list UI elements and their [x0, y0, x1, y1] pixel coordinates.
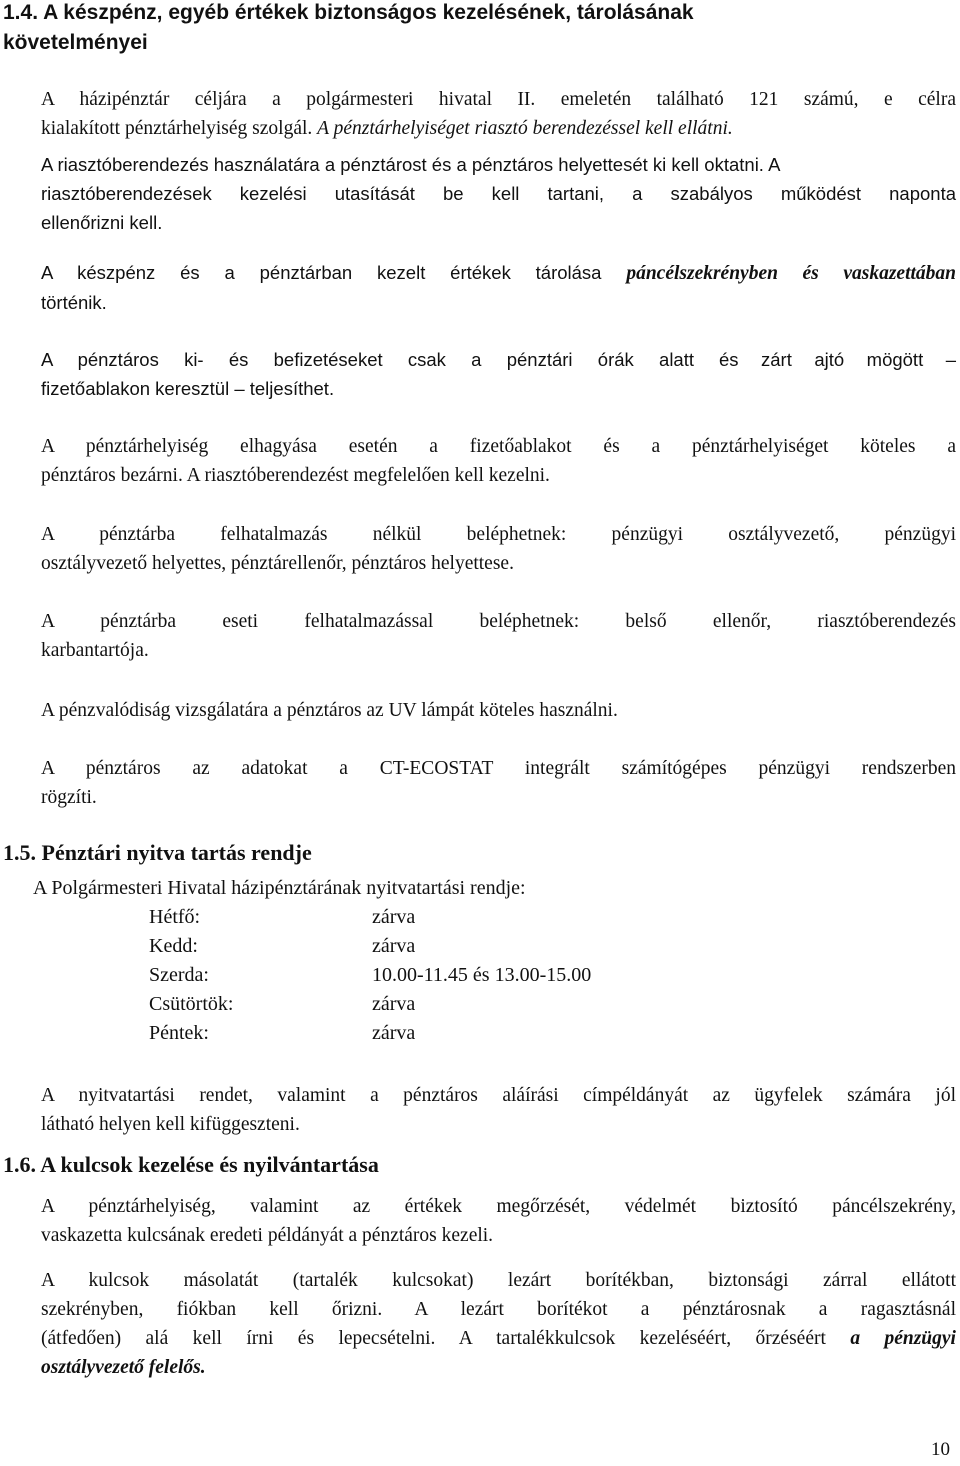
section-1-5-title: 1.5. Pénztári nyitva tartás rendje: [3, 840, 312, 865]
schedule-value: 10.00-11.45 és 13.00-15.00: [372, 964, 592, 986]
schedule-day: Szerda:: [149, 964, 209, 986]
paragraph-emphasis: a pénzügyi: [850, 1328, 956, 1349]
paragraph-cash-room: [41, 85, 956, 143]
paragraph-line: fizetőablakon keresztül – teljesíthet.: [41, 378, 335, 399]
paragraph-line: A riasztóberendezés használatára a pénztárost és a pénztáros helyettesét ki kell oktatni. A: [41, 154, 781, 175]
schedule-value: zárva: [372, 1022, 416, 1044]
paragraph-text: A készpénz és a pénztárban kezelt értékek tárolása: [41, 262, 627, 283]
section-1-4-title-line1: 1.4. A készpénz, egyéb értékek biztonságos kezelésének, tárolásának: [3, 1, 694, 24]
paragraph-line: [41, 1353, 956, 1382]
paragraph-entry-without-authorization: [41, 520, 956, 578]
paragraph-emphasis: osztályvezető felelős.: [41, 1357, 206, 1378]
paragraph-original-keys: [41, 1192, 956, 1250]
schedule-value: zárva: [372, 906, 416, 928]
paragraph-line: A pénztárhelyiség elhagyása esetén a fizetőablakot és a pénztárhelyiséget köteles a: [41, 436, 956, 457]
paragraph-storage: [41, 258, 956, 317]
paragraph-line: A házipénztár céljára a polgármesteri hivatal II. emeletén található 121 számú, e célra: [41, 89, 956, 110]
paragraph-spare-keys: [41, 1266, 956, 1382]
paragraph-text: (átfedően) alá kell írni és lepecsételni. A tartalékkulcsok kezeléséért, őrzéséért: [41, 1328, 851, 1349]
section-1-4-title-line2: követelményei: [3, 31, 148, 54]
paragraph-line: történik.: [41, 292, 107, 313]
paragraph-line: karbantartója.: [41, 640, 149, 661]
schedule-day: Péntek:: [149, 1022, 209, 1044]
paragraph-line: [41, 258, 956, 288]
paragraph-emphasis: A pénztárhelyiséget riasztó berendezéssel kell ellátni.: [317, 118, 733, 139]
schedule-day: Hétfő:: [149, 906, 201, 928]
paragraph-line: A nyitvatartási rendet, valamint a pénztáros aláírási címpéldányát az ügyfelek számára jól: [41, 1085, 956, 1106]
paragraph-line: A pénztárhelyiség, valamint az értékek megőrzését, védelmét biztosító páncélszekrény,: [41, 1196, 956, 1217]
paragraph-line: szekrényben, fiókban kell őrizni. A lezárt borítékot a pénztárosnak a ragasztásnál: [41, 1299, 956, 1320]
schedule-day: Kedd:: [149, 935, 198, 957]
schedule-value: zárva: [372, 993, 416, 1015]
schedule-value: zárva: [372, 935, 416, 957]
section-1-4-title: [3, 0, 953, 58]
paragraph-alarm: [41, 150, 956, 237]
paragraph-posting-schedule: [41, 1081, 956, 1139]
paragraph-uv-lamp: [41, 696, 956, 725]
paragraph-line: vaskazetta kulcsának eredeti példányát a pénztáros kezeli.: [41, 1225, 494, 1246]
paragraph-emphasis: páncélszekrényben és vaskazettában: [626, 263, 956, 284]
paragraph-line: ellenőrizni kell.: [41, 212, 163, 233]
paragraph-line: [41, 1324, 956, 1353]
paragraph-line: A kulcsok másolatát (tartalék kulcsokat) lezárt borítékban, biztonsági zárral ellátott: [41, 1270, 956, 1291]
paragraph-line: [41, 114, 956, 143]
paragraph-payments: [41, 345, 956, 403]
paragraph-entry-with-authorization: [41, 607, 956, 665]
paragraph-line: osztályvezető helyettes, pénztárellenőr, pénztáros helyettese.: [41, 553, 514, 574]
paragraph-text: és zárt ajtó mögött –: [719, 349, 956, 370]
schedule-day: Csütörtök:: [149, 993, 234, 1015]
paragraph-ecostat: [41, 754, 956, 812]
paragraph-line: pénztáros bezárni. A riasztóberendezést megfelelően kell kezelni.: [41, 465, 550, 486]
paragraph-line: A pénzvalódiság vizsgálatára a pénztáros az UV lámpát köteles használni.: [41, 700, 618, 721]
page-number: 10: [931, 1439, 950, 1460]
paragraph-line: [41, 345, 956, 374]
paragraph-text: A pénztáros ki- és befizetéseket csak a pénztári órák alatt: [41, 349, 694, 370]
paragraph-line: A pénztárba felhatalmazás nélkül beléphetnek: pénzügyi osztályvezető, pénzügyi: [41, 524, 956, 545]
paragraph-leaving-room: [41, 432, 956, 490]
paragraph-text: kialakított pénztárhelyiség szolgál.: [41, 118, 318, 139]
section-1-6-title: 1.6. A kulcsok kezelése és nyilvántartása: [3, 1152, 379, 1177]
paragraph-line: látható helyen kell kifüggeszteni.: [41, 1114, 300, 1135]
paragraph-line: rögzíti.: [41, 787, 97, 808]
opening-hours-intro: A Polgármesteri Hivatal házipénztárának nyitvatartási rendje:: [33, 877, 526, 899]
paragraph-line: A pénztáros az adatokat a CT-ECOSTAT integrált számítógépes pénzügyi rendszerben: [41, 758, 956, 779]
paragraph-line: riasztóberendezések kezelési utasítását be kell tartani, a szabályos működést naponta: [41, 183, 956, 204]
paragraph-line: A pénztárba eseti felhatalmazással beléphetnek: belső ellenőr, riasztóberendezés: [41, 611, 956, 632]
